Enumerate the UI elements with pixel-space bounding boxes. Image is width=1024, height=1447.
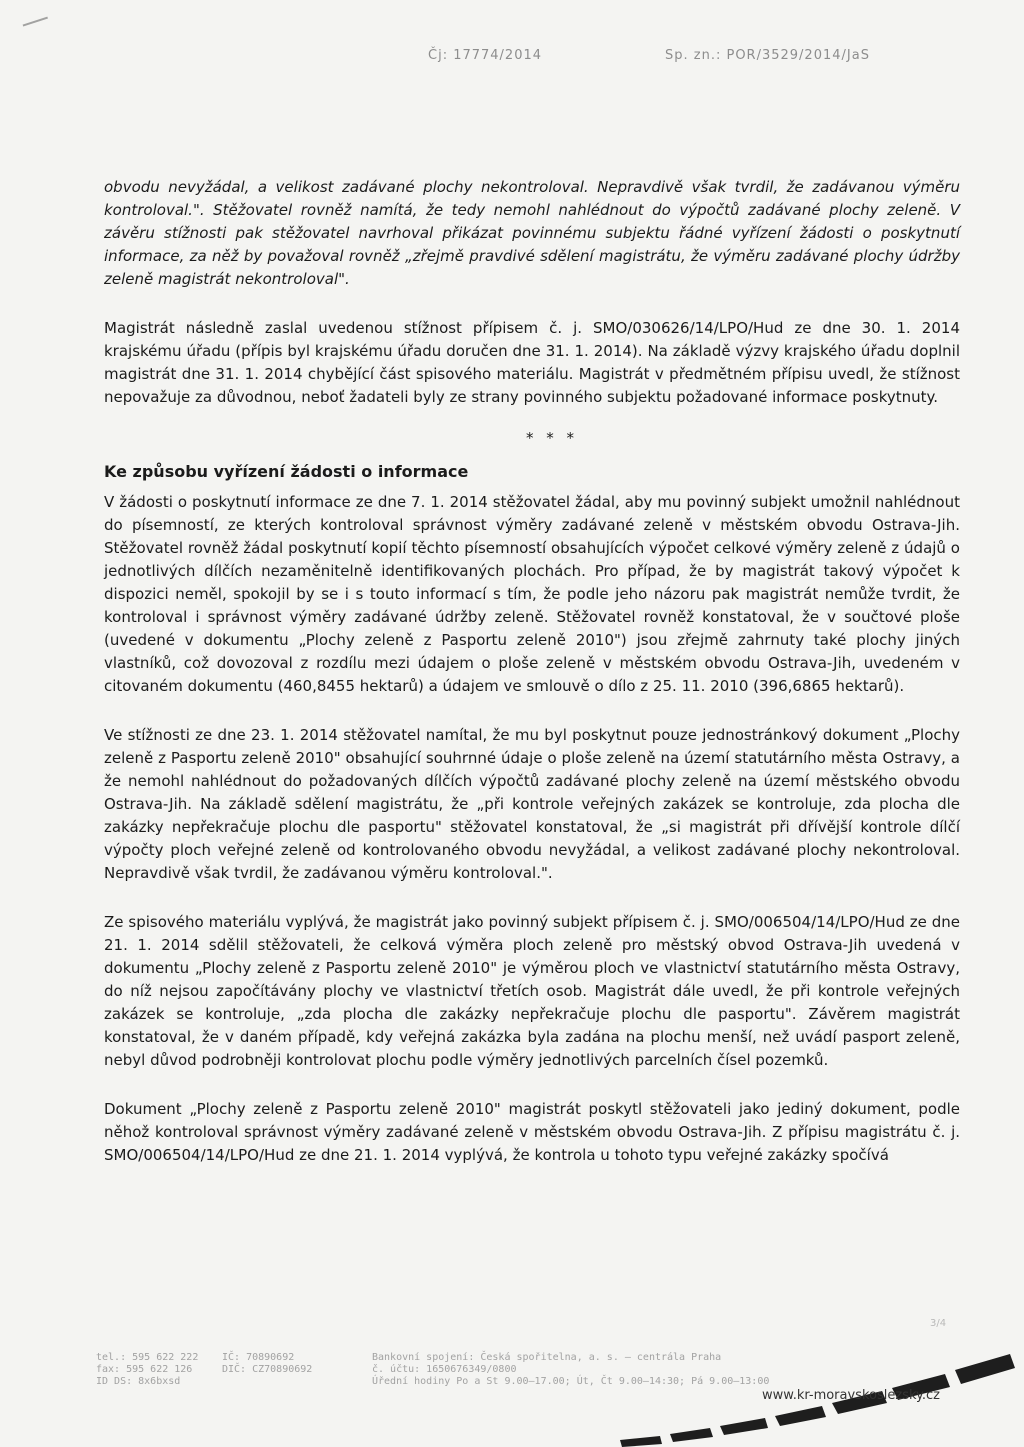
document-body — [104, 176, 960, 1193]
contact-info — [96, 1352, 198, 1388]
databox-id: ID DS: 8x6bxsd — [96, 1376, 181, 1387]
page-header — [0, 44, 1024, 74]
dic: DIČ: CZ70890692 — [222, 1364, 313, 1375]
page-number: 3/4 — [930, 1318, 947, 1329]
ico: IČ: 70890692 — [222, 1352, 295, 1363]
paragraph-3: V žádosti o poskytnutí informace ze dne 7. 1. 2014 stěžovatel žádal, aby mu povinný subjekt umožnil nahlédnout do písemností, ze kterých kontroloval správnost výměry zadávané zeleně v městském obvodu Ostrava-Jih. Stěžovatel rovněž žádal poskytnutí kopií těchto písemností obsahujících výpočet celkové výměry zeleně z údajů o jednotlivých dílčích nezaměnitelně identifikovaných plochách. Pro případ, že by magistrát takový výpočet k dispozici neměl, spokojil by se i s touto informací s tím, že podle jeho názoru pak magistrát nemůže tvrdit, že kontroloval i správnost výměry zadávané údržby zeleně. Stěžovatel rovněž konstatoval, že v součtové ploše (uvedené v dokumentu „Plochy zeleně z Pasportu zeleně 2010") jsou zřejmě zahrnuty také plochy jiných vlastníků, což dovozoval z rozdílu mezi údajem o ploše zeleně v městském obvodu Ostrava-Jih, uvedeném v citovaném dokumentu (460,8455 hektarů) a údajem ve smlouvě o dílo z 25. 11. 2010 (396,6865 hektarů). — [104, 493, 960, 695]
paragraph-5: Ze spisového materiálu vyplývá, že magistrát jako povinný subjekt přípisem č. j. SMO/006504/14/LPO/Hud ze dne 21. 1. 2014 sdělil stěžovateli, že celková výměra ploch zeleně pro městský obvod Ostrava-Jih uvedená v dokumentu „Plochy zeleně z Pasportu zeleně 2010" je výměrou ploch ve vlastnictví statutárního města Ostravy, do níž nejsou započítávány plochy ve vlastnictví třetích osob. Magistrát dále uvedl, že při kontrole veřejných zakázek se kontroluje, „zda plocha dle zakázky nepřekračuje plochu dle pasportu". Závěrem magistrát konstatoval, že v daném případě, kdy veřejná zakázka byla zadána na plochu menší, než uvádí pasport zeleně, nebyl důvod podrobněji kontrolovat plochu podle výměry jednotlivých parcelních čísel pozemků. — [104, 913, 960, 1069]
paragraph-1: obvodu nevyžádal, a velikost zadávané plochy nekontroloval. Nepravdivě však tvrdil, že zadávanou výměru kontroloval.". Stěžovatel rovněž namítá, že tedy nemohl nahlédnout do výpočtů zadávané plochy zeleně. V závěru stížnosti pak stěžovatel navrhoval přikázat povinnému subjektu řádné vyřízení žádosti o poskytnutí informace, za něž by považoval rovněž „zřejmě pravdivé sdělení magistrátu, že výměru zadávané plochy údržby zeleně magistrát nekontroloval". — [104, 178, 960, 288]
bank-connection: Bankovní spojení: Česká spořitelna, a. s. – centrála Praha — [372, 1352, 722, 1363]
office-hours: Úřední hodiny Po a St 9.00–17.00; Út, Čt 9.00–14:30; Pá 9.00–13:00 — [372, 1376, 770, 1387]
company-ids — [222, 1352, 312, 1376]
file-number: Sp. zn.: POR/3529/2014/JaS — [665, 48, 870, 63]
page-footer — [0, 1318, 1024, 1447]
section-separator: * * * — [525, 429, 579, 447]
phone-number: tel.: 595 622 222 — [96, 1352, 199, 1363]
paragraph-4: Ve stížnosti ze dne 23. 1. 2014 stěžovatel namítal, že mu byl poskytnut pouze jednostránkový dokument „Plochy zeleně z Pasportu zeleně 2010" obsahující souhrnné údaje o ploše zeleně na území statutárního města Ostravy, a že nemohl nahlédnout do požadovaných dílčích výpočtů zadávané plochy zeleně na území městského obvodu Ostrava-Jih. Na základě sdělení magistrátu, že „při kontrole veřejných zakázek se kontroluje, zda plocha dle zakázky nepřekračuje plochu dle pasportu" stěžovatel konstatoval, že „si magistrát při dřívější kontrole dílčí výpočty ploch veřejné zeleně od kontrolovaného obvodu nevyžádal, a velikost zadávané plochy nekontroloval. Nepravdivě však tvrdil, že zadávanou výměru kontroloval.". — [104, 726, 960, 882]
paragraph-6: Dokument „Plochy zeleně z Pasportu zeleně 2010" magistrát poskytl stěžovateli jako jediný dokument, podle něhož kontroloval správnost výměry zadávané zeleně v městském obvodu Ostrava-Jih. Z přípisu magistrátu č. j. SMO/006504/14/LPO/Hud ze dne 21. 1. 2014 vyplývá, že kontrola u tohoto typu veřejné zakázky spočívá — [104, 1100, 960, 1164]
website-link[interactable]: www.kr-moravskoslezsky.cz — [762, 1388, 940, 1403]
reference-number: Čj: 17774/2014 — [428, 48, 543, 63]
paragraph-2: Magistrát následně zaslal uvedenou stížnost přípisem č. j. SMO/030626/14/LPO/Hud ze dne 30. 1. 2014 krajskému úřadu (přípis byl krajskému úřadu doručen dne 31. 1. 2014). Na základě výzvy krajského úřadu doplnil magistrát dne 31. 1. 2014 chybějící část spisového materiálu. Magistrát v předmětném přípisu uvedl, že stížnost nepovažuje za důvodnou, neboť žadateli byly ze strany povinného subjektu požadované informace poskytnuty. — [104, 319, 960, 406]
bank-account: č. účtu: 1650676349/0800 — [372, 1364, 517, 1375]
fax-number: fax: 595 622 126 — [96, 1364, 193, 1375]
section-heading: Ke způsobu vyřízení žádosti o informace — [104, 462, 469, 481]
